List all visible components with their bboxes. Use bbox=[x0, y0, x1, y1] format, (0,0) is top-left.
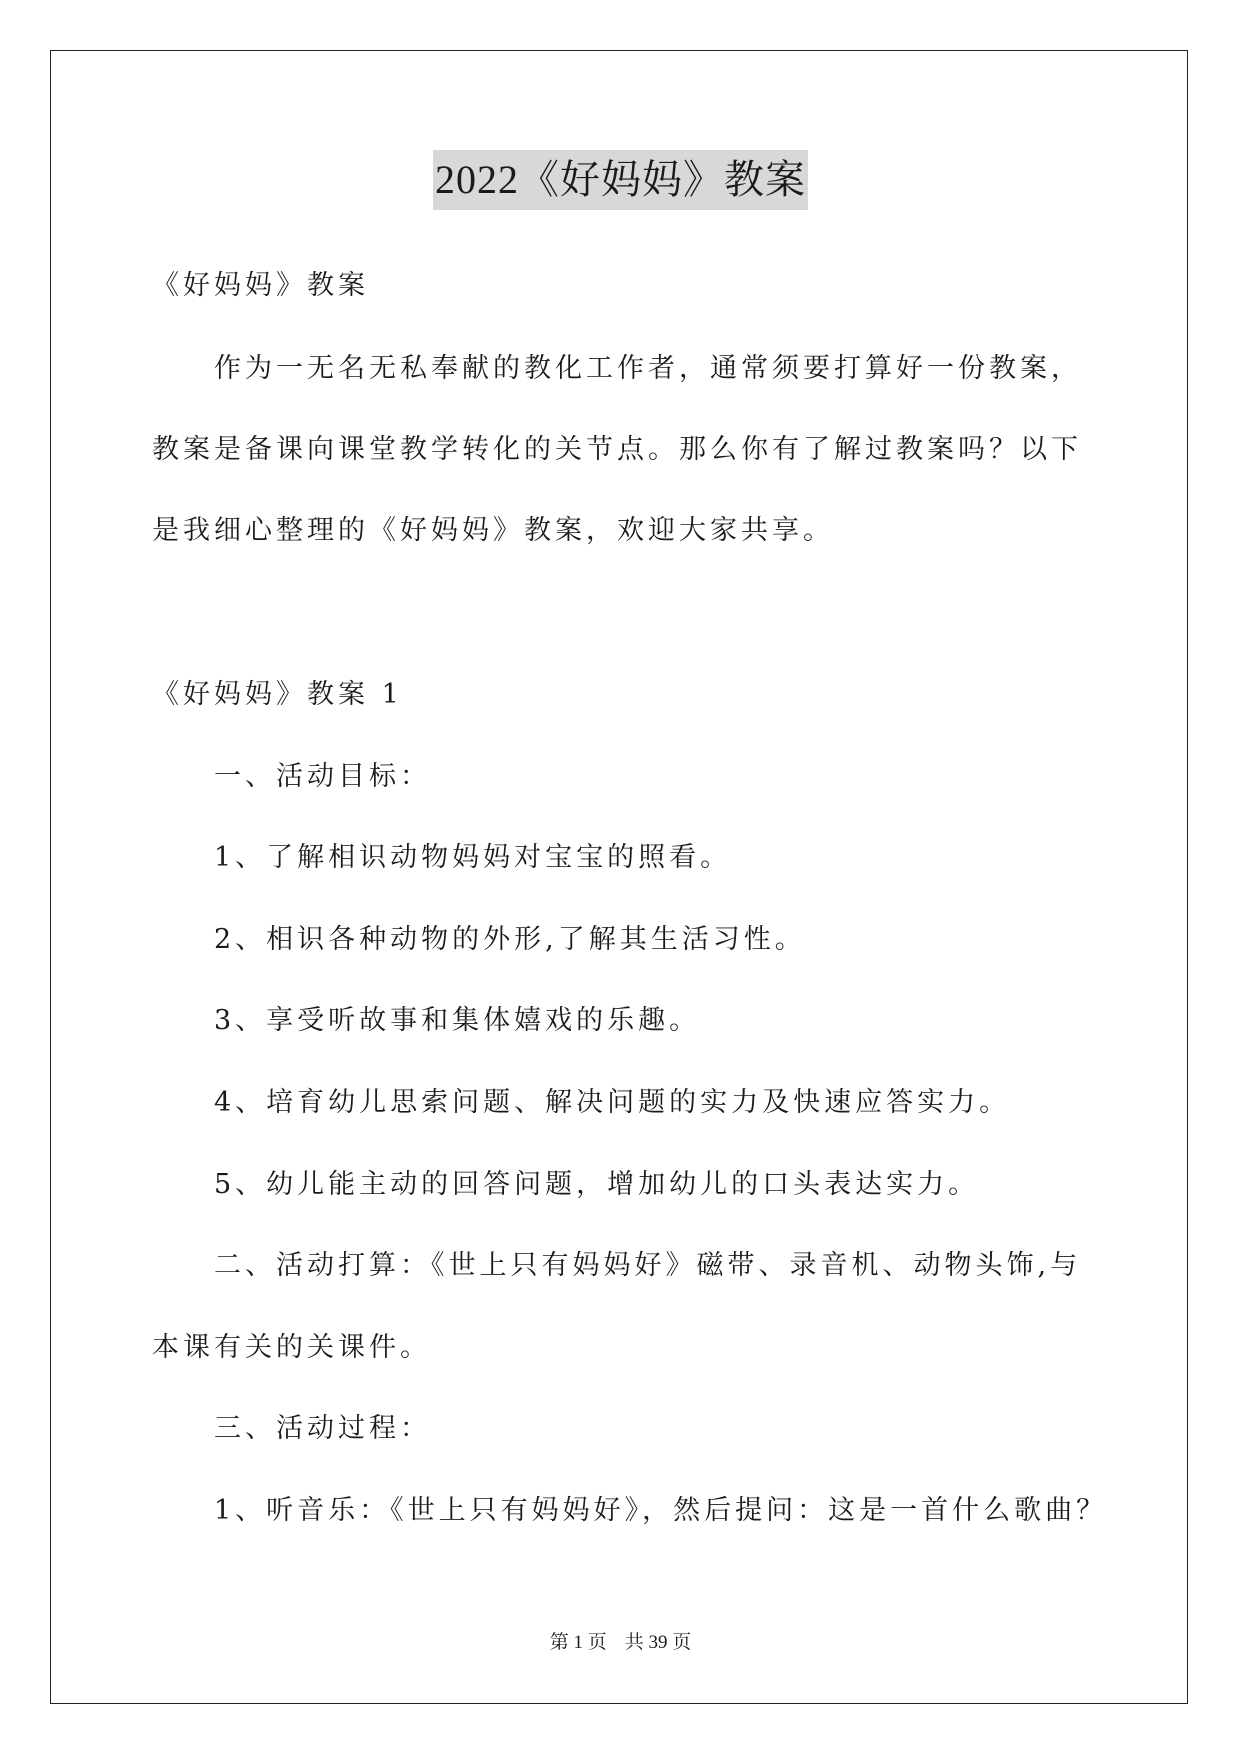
section-heading: 《好妈妈》教案 1 bbox=[152, 679, 403, 710]
paragraph-line: 二、活动打算：《世上只有妈妈好》磁带、录音机、动物头饰,与 bbox=[214, 1250, 1082, 1281]
paragraph-line: 本课有关的关课件。 bbox=[152, 1332, 431, 1363]
list-item: 1、了解相识动物妈妈对宝宝的照看。 bbox=[214, 842, 732, 873]
list-item: 5、幼儿能主动的回答问题，增加幼儿的口头表达实力。 bbox=[214, 1169, 980, 1200]
list-item: 4、培育幼儿思索问题、解决问题的实力及快速应答实力。 bbox=[214, 1087, 1011, 1118]
list-item: 2、相识各种动物的外形,了解其生活习性。 bbox=[214, 924, 806, 955]
list-item: 1、听音乐：《世上只有妈妈好》，然后提问：这是一首什么歌曲？ bbox=[214, 1495, 1108, 1526]
list-item: 3、享受听故事和集体嬉戏的乐趣。 bbox=[214, 1005, 701, 1036]
paragraph-line: 作为一无名无私奉献的教化工作者，通常须要打算好一份教案， bbox=[214, 353, 1082, 384]
subsection-heading: 三、活动过程： bbox=[214, 1413, 431, 1444]
paragraph-line: 教案是备课向课堂教学转化的关节点。那么你有了解过教案吗？以下 bbox=[152, 434, 1082, 465]
section-heading: 《好妈妈》教案 bbox=[152, 270, 369, 301]
subsection-heading: 一、活动目标： bbox=[214, 761, 431, 792]
page-number: 第 1 页 bbox=[549, 1632, 607, 1653]
page-total: 共 39 页 bbox=[624, 1632, 692, 1653]
page-footer bbox=[0, 1630, 1241, 1656]
paragraph-line: 是我细心整理的《好妈妈》教案，欢迎大家共享。 bbox=[152, 515, 834, 546]
document-title: 2022《好妈妈》教案 bbox=[0, 150, 1241, 210]
